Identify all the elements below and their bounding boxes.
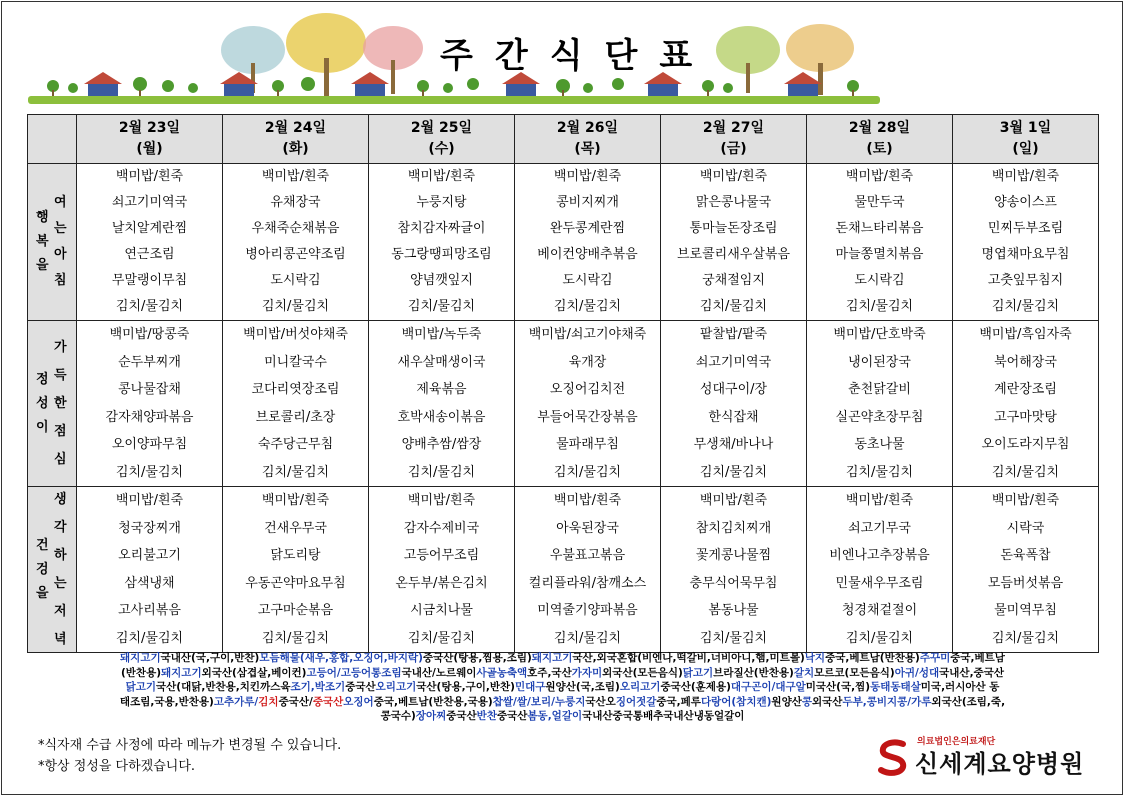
menu-item: 양배추쌈/쌈장 xyxy=(401,437,482,452)
origin-segment: 사골농축액 xyxy=(476,666,528,679)
menu-item: 백미밥/버섯야채죽 xyxy=(243,327,348,342)
meal-label-char: 여 xyxy=(54,195,67,210)
menu-item: 김치/물김치 xyxy=(553,630,622,646)
menu-item: 돈채느타리볶음 xyxy=(835,221,924,236)
day-date: 2월 24일 xyxy=(264,120,327,136)
origin-segment: 중국,베트남(반찬용) xyxy=(825,652,920,664)
menu-item: 호박새송이볶음 xyxy=(397,409,486,425)
origin-segment: 미국,러시아산 동 xyxy=(920,681,1000,693)
menu-item: 김치/물김치 xyxy=(261,464,330,480)
origin-info xyxy=(30,651,1095,724)
menu-item: 우채죽순채볶음 xyxy=(251,221,340,236)
menu-item: 베이컨양배추볶음 xyxy=(537,247,638,262)
origin-segment: 돼지고기 xyxy=(120,652,161,664)
menu-item: 백미밥/흰죽 xyxy=(991,169,1060,184)
menu-item: 김치/물김치 xyxy=(699,299,768,314)
menu-item: 오징어김치전 xyxy=(549,382,626,397)
menu-item: 궁채절임지 xyxy=(702,273,765,288)
note-line: *항상 정성을 다하겠습니다. xyxy=(38,759,196,774)
menu-item: 민물새우무조림 xyxy=(835,575,924,591)
menu-item: 김치/물김치 xyxy=(553,464,622,480)
menu-item: 통마늘돈장조림 xyxy=(689,221,778,236)
origin-segment: 반찬 xyxy=(476,710,497,722)
origin-line xyxy=(30,651,1095,666)
menu-item: 북어해장국 xyxy=(994,354,1057,370)
day-header xyxy=(77,115,223,164)
origin-segment: (반찬용) xyxy=(120,666,162,679)
menu-cell xyxy=(953,487,1099,653)
menu-item: 김치/물김치 xyxy=(407,299,476,314)
menu-item: 닭도리탕 xyxy=(270,548,321,563)
menu-item: 유채장국 xyxy=(270,195,321,210)
meal-label-column xyxy=(54,487,67,652)
origin-segment: 모르코(모든음식) xyxy=(814,666,895,679)
day-header xyxy=(807,115,953,164)
meal-label-char: 이 xyxy=(36,419,49,435)
menu-cell xyxy=(807,487,953,653)
menu-item: 팥찰밥/팥죽 xyxy=(699,327,768,342)
meal-label-char: 생 xyxy=(54,491,67,507)
day-weekday: (화) xyxy=(282,141,309,157)
origin-segment: 원양산(국,조림) xyxy=(545,681,620,693)
menu-cell xyxy=(77,164,223,321)
menu-item: 백미밥/흑임자죽 xyxy=(979,327,1072,342)
meal-label xyxy=(28,164,77,321)
origin-segment: 김치 xyxy=(258,695,279,708)
origin-segment: 두부,콩비지콩/가루 xyxy=(842,695,932,708)
origin-segment: 닭고기 xyxy=(125,681,156,693)
day-date: 2월 26일 xyxy=(556,120,619,136)
meal-label-char: 한 xyxy=(54,395,67,411)
origin-segment: 아귀/성대 xyxy=(894,666,940,679)
origin-segment: 외국산(모든음식) xyxy=(602,666,683,679)
meal-label-char: 녁 xyxy=(54,631,67,647)
menu-cell xyxy=(661,321,807,487)
menu-item: 육개장 xyxy=(568,354,607,370)
day-header xyxy=(661,115,807,164)
menu-item: 성대구이/장 xyxy=(699,382,768,397)
menu-cell xyxy=(953,164,1099,321)
origin-segment: 돼지고기 xyxy=(161,666,202,679)
hospital-logo-icon xyxy=(875,738,915,776)
menu-cell xyxy=(807,164,953,321)
menu-item: 봄동나물 xyxy=(708,603,759,618)
menu-item: 김치/물김치 xyxy=(407,464,476,480)
day-weekday: (월) xyxy=(136,141,163,157)
menu-item: 김치/물김치 xyxy=(261,630,330,646)
menu-item: 명엽채마요무침 xyxy=(981,247,1070,262)
menu-item: 도시락김 xyxy=(270,273,321,288)
grass-strip xyxy=(28,96,880,104)
menu-cell xyxy=(77,321,223,487)
menu-item: 고구마순볶음 xyxy=(257,603,334,618)
origin-segment: 콩 xyxy=(801,695,813,708)
menu-item: 백미밥/흰죽 xyxy=(115,493,184,508)
origin-line xyxy=(30,709,1095,724)
menu-item: 아욱된장국 xyxy=(556,520,619,536)
menu-cell xyxy=(223,321,369,487)
menu-item: 충무식어묵무침 xyxy=(689,575,778,591)
origin-segment: 국내산,중국산 xyxy=(939,666,1004,679)
origin-segment: 돼지고기 xyxy=(531,652,573,664)
menu-item: 김치/물김치 xyxy=(991,299,1060,314)
menu-item: 백미밥/땅콩죽 xyxy=(109,327,190,342)
menu-item: 브로콜리새우살볶음 xyxy=(676,247,791,262)
menu-item: 시금치나물 xyxy=(410,603,473,618)
origin-segment: 징어젓갈 xyxy=(615,695,657,708)
origin-segment: 닭고기 xyxy=(682,666,714,679)
origin-segment: 대구곤이/대구알 xyxy=(730,681,806,693)
meal-row xyxy=(28,487,1099,653)
menu-item: 오리불고기 xyxy=(118,548,181,563)
header-row xyxy=(28,115,1099,164)
menu-item: 백미밥/흰죽 xyxy=(699,493,768,508)
day-date: 2월 25일 xyxy=(410,120,473,136)
menu-item: 계란장조림 xyxy=(994,382,1057,397)
note-line: *식자재 수급 사정에 따라 메뉴가 변경될 수 있습니다. xyxy=(38,738,342,753)
hospital-logo xyxy=(875,730,1105,780)
origin-segment: 국산,외국혼합(비엔나,떡갈비,너비아니,햄,미트볼) xyxy=(572,652,805,664)
origin-segment: 중국산(탕용,찜용,조림) xyxy=(422,652,532,664)
menu-item: 맑은콩나물국 xyxy=(695,195,772,210)
origin-segment: 다랑어(참치캔) xyxy=(700,695,772,708)
menu-item: 백미밥/흰죽 xyxy=(991,493,1060,508)
day-header xyxy=(369,115,515,164)
menu-item: 삼색냉채 xyxy=(124,575,175,591)
menu-item: 김치/물김치 xyxy=(845,630,914,646)
meal-label-char: 을 xyxy=(36,258,49,273)
menu-item: 날치알계란찜 xyxy=(111,221,188,236)
meal-label-column xyxy=(36,321,49,486)
menu-item: 시락국 xyxy=(1006,520,1045,536)
origin-segment: 오리고기 xyxy=(619,681,661,693)
menu-item: 돈육폭찹 xyxy=(1000,548,1051,563)
menu-item: 감자채양파볶음 xyxy=(105,409,194,425)
corner-cell xyxy=(28,115,77,164)
origin-segment: 중국산 xyxy=(446,710,477,722)
menu-cell xyxy=(77,487,223,653)
weekly-menu-table xyxy=(27,114,1099,653)
meal-label xyxy=(28,321,77,487)
origin-segment: 미국산(국,찜) xyxy=(805,681,871,693)
menu-item: 우동곤약마요무침 xyxy=(245,575,346,591)
menu-item: 고사리볶음 xyxy=(118,603,181,618)
menu-item: 고구마맛탕 xyxy=(994,409,1057,425)
meal-label-char: 점 xyxy=(54,423,67,439)
meal-label-char: 는 xyxy=(54,575,67,591)
menu-item: 고등어무조림 xyxy=(403,548,480,563)
menu-item: 꽃게콩나물찜 xyxy=(695,548,772,563)
origin-segment: 모듬해물(새우,홍합,오징어,바지락) xyxy=(259,652,423,664)
menu-item: 백미밥/흰죽 xyxy=(553,169,622,184)
menu-item: 우불표고볶음 xyxy=(549,548,626,563)
menu-item: 건새우무국 xyxy=(264,520,327,536)
menu-item: 백미밥/흰죽 xyxy=(261,493,330,508)
origin-segment: 국산오 xyxy=(585,695,616,708)
menu-item: 오이양파무침 xyxy=(111,437,188,452)
origin-segment: 국내산중국통배추국내산냉동얼갈이 xyxy=(582,710,745,722)
menu-item: 연근조림 xyxy=(124,247,175,262)
menu-item: 콩비지찌개 xyxy=(556,195,619,210)
meal-label-column xyxy=(54,164,67,320)
origin-segment: 국산(대닭,반찬용,치킨까스육 xyxy=(156,681,291,693)
menu-item: 참치김치찌개 xyxy=(695,520,772,536)
day-date: 2월 27일 xyxy=(702,120,765,136)
menu-item: 한식잡채 xyxy=(708,409,759,425)
origin-segment: 중국,베트남 xyxy=(950,652,1005,664)
origin-segment: 오리고기 xyxy=(375,681,417,693)
menu-item: 제육볶음 xyxy=(416,382,467,397)
origin-line xyxy=(30,680,1095,695)
menu-item: 고춧잎무침지 xyxy=(987,273,1064,288)
origin-segment: 국내산(국,구이,반찬) xyxy=(160,652,260,664)
menu-item: 백미밥/녹두죽 xyxy=(401,327,482,342)
menu-cell xyxy=(515,164,661,321)
day-header xyxy=(223,115,369,164)
menu-item: 청경채겉절이 xyxy=(841,603,918,618)
meal-label-char: 건 xyxy=(36,537,49,553)
meal-label-column xyxy=(36,487,49,652)
menu-item: 물파래무침 xyxy=(556,437,619,452)
day-header xyxy=(953,115,1099,164)
menu-item: 물만두국 xyxy=(854,195,905,210)
menu-cell xyxy=(369,487,515,653)
menu-item: 춘천닭갈비 xyxy=(848,382,911,397)
menu-item: 참치감자짜글이 xyxy=(397,221,486,236)
menu-cell xyxy=(661,487,807,653)
meal-label-char: 가 xyxy=(54,339,67,355)
origin-segment: 낙지 xyxy=(804,652,826,664)
origin-segment: 중국산/ xyxy=(278,695,313,708)
menu-cell xyxy=(515,321,661,487)
menu-item: 미니칼국수 xyxy=(264,354,327,370)
origin-segment: 외국산(조림,죽, xyxy=(931,695,1006,708)
day-weekday: (토) xyxy=(866,141,893,157)
origin-segment: 국내산/노르웨이 xyxy=(401,666,477,679)
meal-label-char: 심 xyxy=(54,451,67,467)
menu-cell xyxy=(369,164,515,321)
menu-item: 누룽지탕 xyxy=(416,195,467,210)
logo-name: 신세계요양병원 xyxy=(915,750,1085,778)
menu-item: 도시락김 xyxy=(562,273,613,288)
origin-segment: 고등어/고등어통조림 xyxy=(306,666,402,679)
menu-item: 김치/물김치 xyxy=(407,630,476,646)
menu-item: 쇠고기미역국 xyxy=(695,354,772,370)
meal-label xyxy=(28,487,77,653)
menu-cell xyxy=(661,164,807,321)
menu-item: 무생채/바나나 xyxy=(693,437,774,452)
menu-item: 백미밥/흰죽 xyxy=(845,169,914,184)
meal-label-char: 저 xyxy=(54,603,67,619)
menu-item: 백미밥/흰죽 xyxy=(261,169,330,184)
meal-label-char: 는 xyxy=(54,221,67,236)
menu-item: 온두부/볶은김치 xyxy=(395,575,488,591)
origin-segment: 봄동,얼갈이 xyxy=(527,710,583,722)
day-date: 2월 28일 xyxy=(848,120,911,136)
day-date: 2월 23일 xyxy=(118,120,181,136)
origin-segment: 장아찌 xyxy=(415,710,447,722)
meal-label-char: 각 xyxy=(54,519,67,535)
menu-cell xyxy=(223,487,369,653)
origin-segment: 브라질산(반찬용) xyxy=(713,666,794,679)
menu-cell xyxy=(369,321,515,487)
meal-row xyxy=(28,321,1099,487)
menu-item: 김치/물김치 xyxy=(115,464,184,480)
menu-item: 병아리콩곤약조림 xyxy=(245,247,346,262)
menu-cell xyxy=(515,487,661,653)
menu-item: 실곤약초장무침 xyxy=(835,409,924,425)
meal-label-char: 행 xyxy=(36,210,49,225)
origin-segment: 동태동태살 xyxy=(870,681,921,693)
menu-item: 브로콜리/초장 xyxy=(255,409,336,425)
origin-segment: 호주,국산 xyxy=(527,666,572,679)
meal-label-char: 하 xyxy=(54,547,67,563)
origin-line xyxy=(30,695,1095,710)
meal-label-column xyxy=(54,321,67,486)
origin-segment: 고추가루/ xyxy=(213,695,259,708)
menu-item: 김치/물김치 xyxy=(845,299,914,314)
menu-item: 오이도라지무침 xyxy=(981,437,1070,452)
meal-label-char: 겅 xyxy=(36,561,49,577)
menu-item: 쇠고기미역국 xyxy=(111,195,188,210)
origin-segment: 중국,페루 xyxy=(656,695,701,708)
origin-segment: 조기,박조기 xyxy=(290,681,346,693)
menu-item: 물미역무침 xyxy=(994,603,1057,618)
meal-label-column xyxy=(36,164,49,320)
menu-item: 양념깻잎지 xyxy=(410,273,473,288)
origin-segment: 콩국수) xyxy=(380,710,416,722)
menu-item: 비엔나고추장볶음 xyxy=(829,548,930,563)
origin-segment: 중국산(훈제용) xyxy=(660,681,731,693)
menu-item: 미역줄기양파볶음 xyxy=(537,603,638,618)
origin-segment: 원양산 xyxy=(771,695,802,708)
menu-item: 순두부찌개 xyxy=(118,354,181,370)
origin-line xyxy=(30,666,1095,681)
menu-item: 마늘쫑멸치볶음 xyxy=(835,247,924,262)
meal-row xyxy=(28,164,1099,321)
menu-item: 김치/물김치 xyxy=(115,630,184,646)
menu-item: 김치/물김치 xyxy=(261,299,330,314)
origin-segment: 중국,베트남(반찬용,국용) xyxy=(373,695,493,708)
menu-item: 콩나물잡채 xyxy=(118,382,181,397)
meal-label-char: 아 xyxy=(54,247,67,262)
origin-segment: 국산(탕용,구이,반찬) xyxy=(416,681,515,693)
day-header xyxy=(515,115,661,164)
day-weekday: (일) xyxy=(1012,141,1039,157)
menu-item: 냉이된장국 xyxy=(848,354,911,370)
origin-segment: 민대구 xyxy=(514,681,546,693)
origin-segment: 중국산 xyxy=(312,695,344,708)
meal-label-char: 정 xyxy=(36,371,49,387)
menu-item: 모듬버섯볶음 xyxy=(987,575,1064,591)
day-weekday: (금) xyxy=(720,141,747,157)
menu-item: 김치/물김치 xyxy=(991,630,1060,646)
menu-item: 숙주당근무침 xyxy=(257,437,334,452)
menu-item: 도시락김 xyxy=(854,273,905,288)
logo-subtitle: 의료법인은의료재단 xyxy=(917,737,996,747)
menu-item: 김치/물김치 xyxy=(699,630,768,646)
menu-item: 김치/물김치 xyxy=(845,464,914,480)
origin-segment: 가자미 xyxy=(571,666,603,679)
menu-item: 쇠고기무국 xyxy=(848,520,911,536)
origin-segment: 태조림,국용,반찬용) xyxy=(119,695,214,708)
origin-segment: 찹쌀/쌀/보리/누룽지 xyxy=(492,695,586,708)
day-date: 3월 1일 xyxy=(999,120,1052,136)
meal-label-char: 침 xyxy=(54,273,67,288)
menu-item: 백미밥/흰죽 xyxy=(407,493,476,508)
menu-item: 백미밥/쇠고기야채죽 xyxy=(528,327,647,342)
menu-item: 부들어묵간장볶음 xyxy=(537,409,638,425)
menu-item: 컬리플라워/참깨소스 xyxy=(528,575,647,591)
menu-item: 청국장찌개 xyxy=(118,520,181,536)
menu-item: 감자수제비국 xyxy=(403,520,480,536)
menu-item: 양송이스프 xyxy=(994,195,1057,210)
origin-segment: 외국산 xyxy=(812,695,843,708)
menu-item: 백미밥/흰죽 xyxy=(115,169,184,184)
menu-item: 완두콩계란찜 xyxy=(549,221,626,236)
origin-segment: 중국산 xyxy=(496,710,528,722)
origin-segment: 갈치 xyxy=(793,666,815,679)
menu-item: 김치/물김치 xyxy=(699,464,768,480)
menu-cell xyxy=(223,164,369,321)
menu-item: 김치/물김치 xyxy=(553,299,622,314)
menu-item: 새우살매생이국 xyxy=(397,354,486,370)
menu-item: 동초나물 xyxy=(854,437,905,452)
menu-item: 민찌두부조림 xyxy=(987,221,1064,236)
origin-segment: 중국산 xyxy=(345,681,376,693)
menu-item: 김치/물김치 xyxy=(115,299,184,314)
origin-segment: 외국산(삼겹살,베이컨) xyxy=(201,666,307,679)
menu-item: 백미밥/흰죽 xyxy=(553,493,622,508)
menu-item: 코다리엿장조림 xyxy=(251,382,340,397)
origin-segment: 오징어 xyxy=(343,695,374,708)
page-title: 주간식단표 xyxy=(440,36,715,76)
menu-item: 백미밥/흰죽 xyxy=(845,493,914,508)
menu-item: 무말랭이무침 xyxy=(111,273,188,288)
meal-label-char: 복 xyxy=(36,234,49,249)
tree-icon xyxy=(716,26,780,93)
day-weekday: (목) xyxy=(574,141,601,157)
meal-label-char: 을 xyxy=(36,585,49,601)
menu-cell xyxy=(807,321,953,487)
origin-segment: 주꾸미 xyxy=(919,652,951,664)
menu-item: 백미밥/흰죽 xyxy=(407,169,476,184)
menu-cell xyxy=(953,321,1099,487)
menu-item: 백미밥/단호박죽 xyxy=(833,327,926,342)
notes xyxy=(38,735,341,777)
meal-label-char: 득 xyxy=(54,367,67,383)
menu-item: 동그랑땡피망조림 xyxy=(391,247,492,262)
day-weekday: (수) xyxy=(428,141,455,157)
meal-label-char: 성 xyxy=(36,395,49,411)
menu-item: 김치/물김치 xyxy=(991,464,1060,480)
menu-item: 백미밥/흰죽 xyxy=(699,169,768,184)
